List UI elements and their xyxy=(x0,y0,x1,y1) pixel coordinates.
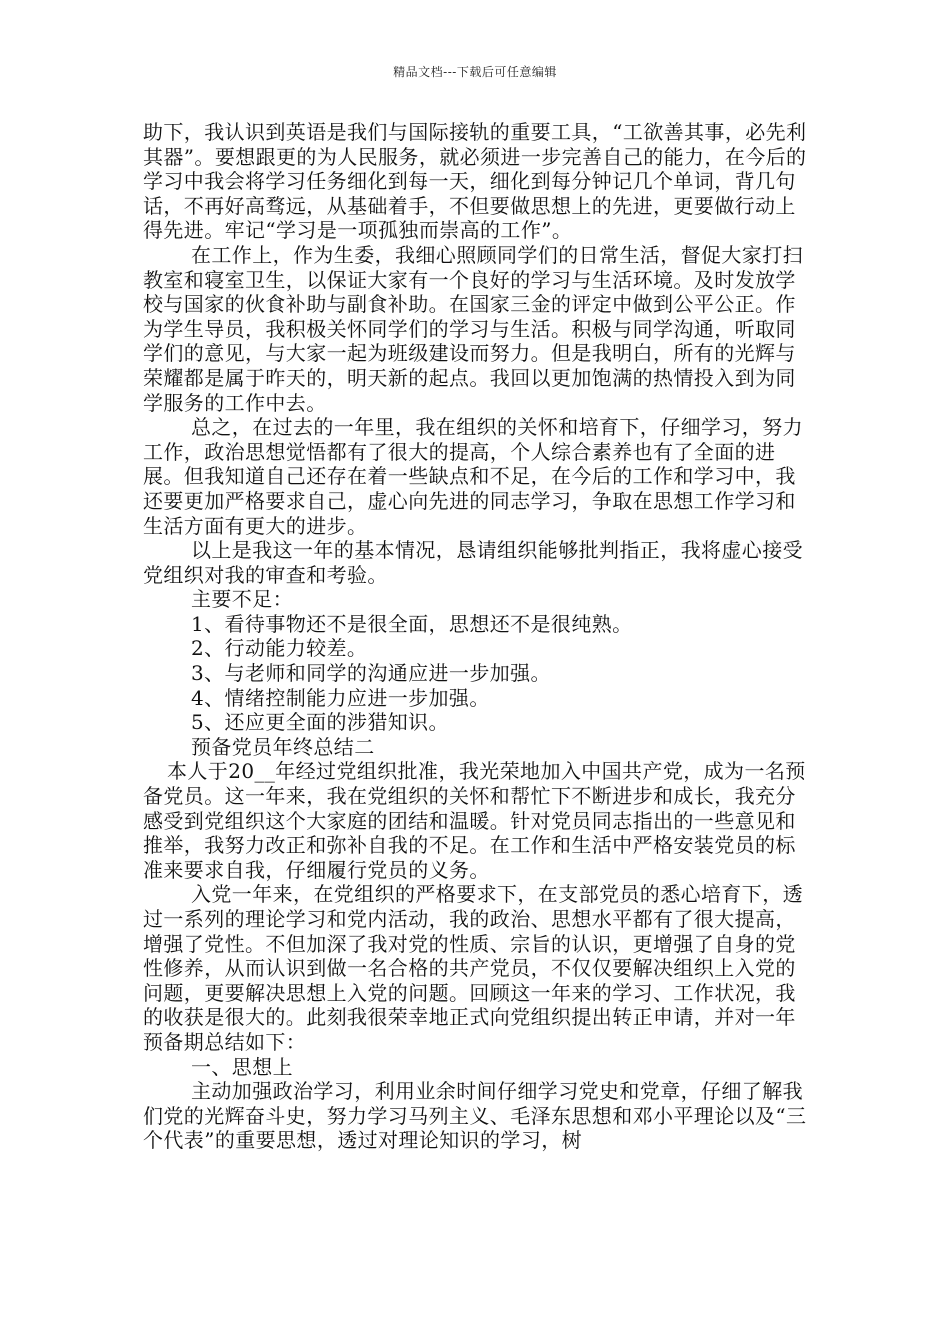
list-item: 5、还应更全面的涉猎知识。 xyxy=(191,710,449,735)
section-heading: 一、思想上 xyxy=(191,1054,293,1079)
paragraph: 以上是我这一年的基本情况，恳请组织能够批判指正，我将虚心接受党组织对我的审查和考验。 xyxy=(143,538,803,587)
page-header: 精品文档---下载后可任意编辑 xyxy=(393,65,557,79)
list-item: 1、看待事物还不是很全面，思想还不是很纯熟。 xyxy=(191,611,633,636)
paragraph: 在工作上，作为生委，我细心照顾同学们的日常生活，督促大家打扫教室和寝室卫生，以保证大家有一个良好的学习与生活环境。及时发放学校与国家的伙食补助与副食补助。在国家三金的评定中做到公平公正。作为学生导员，我积极关怀同学们的学习与生活。积极与同学沟通，听取同学们的意见，与大家一起为班级建设而努力。但是我明白，所有的光辉与荣耀都是属于昨天的，明天新的起点。我回以更加饱满的热情投入到为同学服务的工作中去。 xyxy=(143,242,803,415)
document-body xyxy=(143,120,807,1153)
paragraph: 主动加强政治学习，利用业余时间仔细学习党史和党章，仔细了解我们党的光辉奋斗史，努力学习马列主义、毛泽东思想和邓小平理论以及“三个代表”的重要思想，透过对理论知识的学习，树 xyxy=(143,1079,807,1153)
section-title: 预备党员年终总结二 xyxy=(191,734,375,759)
paragraph: 本人于20__年经过党组织批准，我光荣地加入中国共产党，成为一名预备党员。这一年来，我在党组织的关怀和帮忙下不断进步和成长，我充分感受到党组织这个大家庭的团结和温暖。针对党员同志指出的一些意见和推举，我努力改正和弥补自我的不足。在工作和生活中严格安装党员的标准来要求自我，仔细履行党员的义务。 xyxy=(143,759,806,882)
paragraph: 总之，在过去的一年里，我在组织的关怀和培育下，仔细学习，努力工作，政治思想觉悟都有了很大的提高，个人综合素养也有了全面的进展。但我知道自己还存在着一些缺点和不足，在今后的工作和学习中，我还要更加严格要求自己，虚心向先进的同志学习，争取在思想工作学习和生活方面有更大的进步。 xyxy=(143,415,803,538)
list-item: 3、与老师和同学的沟通应进一步加强。 xyxy=(191,661,551,686)
paragraph: 入党一年来，在党组织的严格要求下，在支部党员的悉心培育下，透过一系列的理论学习和党内活动，我的政治、思想水平都有了很大提高，增强了党性。不但加深了我对党的性质、宗旨的认识，更增强了自身的党性修养，从而认识到做一名合格的共产党员，不仅仅要解决组织上入党的问题，更要解决思想上入党的问题。回顾这一年来的学习、工作状况，我的收获是很大的。此刻我很荣幸地正式向党组织提出转正申请，并对一年预备期总结如下： xyxy=(143,882,803,1054)
paragraph: 助下，我认识到英语是我们与国际接轨的重要工具，“工欲善其事，必先利其器”。要想跟更的为人民服务，就必须进一步完善自己的能力，在今后的学习中我会将学习任务细化到每一天，细化到每分钟记几个单词，背几句话，不再好高骛远，从基础着手，不但要做思想上的先进，更要做行动上得先进。牢记“学习是一项孤独而崇高的工作”。 xyxy=(143,120,807,243)
list-item: 4、情绪控制能力应进一步加强。 xyxy=(191,685,490,710)
section-label: 主要不足： xyxy=(191,587,293,612)
list-item: 2、行动能力较差。 xyxy=(191,636,368,661)
